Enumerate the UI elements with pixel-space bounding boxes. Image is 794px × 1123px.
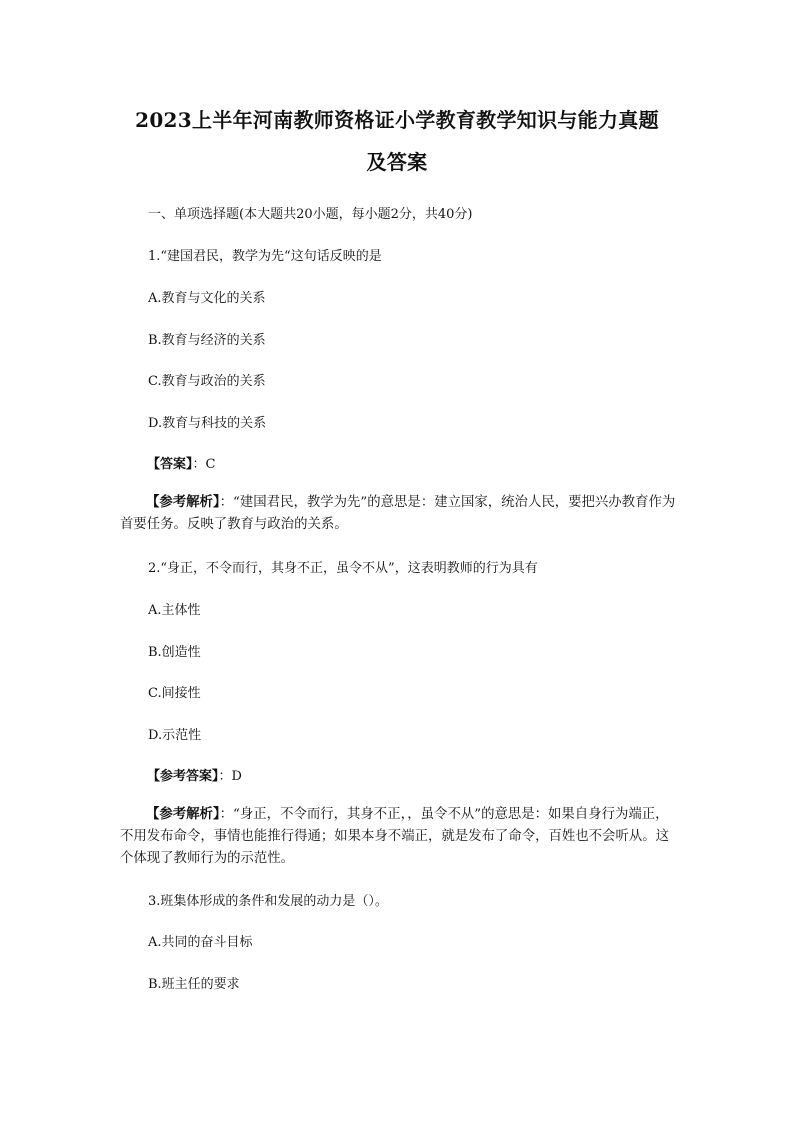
- question-3-stem: 3.班集体形成的条件和发展的动力是（）。: [148, 894, 388, 909]
- question-2-answer: [147, 765, 242, 784]
- question-3-option-b: B.班主任的要求: [148, 977, 240, 992]
- question-1-option-d: D.教育与科技的关系: [148, 416, 267, 431]
- question-2-analysis-text: ：“身正，不令而行，其身不正，，虽令不从”的意思是：如果自身行为端正，不用发布命令，事情也能推行得通；如果本身不端正，就是发布了命令，百姓也不会听从。这个体现了教师行为的示范性。: [120, 807, 670, 866]
- question-1-answer-label: 【答案】: [147, 457, 193, 472]
- question-1-option-b: B.教育与经济的关系: [148, 333, 266, 348]
- section-heading: 一、单项选择题(本大题共20小题，每小题2分，共40分): [148, 207, 473, 222]
- question-1-option-a: A.教育与文化的关系: [148, 291, 266, 306]
- question-2-option-a: A.主体性: [148, 603, 201, 618]
- document-title-line-2: 及答案: [366, 150, 428, 174]
- question-2-option-c: C.间接性: [148, 686, 201, 701]
- question-2-analysis: [120, 803, 680, 870]
- question-1-answer: [147, 453, 215, 472]
- question-2-option-d: D.示范性: [148, 728, 202, 743]
- question-1-answer-value: ：C: [192, 457, 216, 472]
- question-1-analysis-text: ：“建国君民，教学为先”的意思是：建立国家，统治人民，要把兴办教育作为首要任务。反映了教育与政治的关系。: [120, 495, 676, 532]
- question-1-analysis-label: 【参考解析】: [146, 494, 220, 510]
- question-1-analysis: [120, 491, 680, 536]
- question-1-stem: 1.“建国君民，教学为先“这句话反映的是: [148, 249, 382, 264]
- question-2-analysis-label: 【参考解析】: [146, 806, 220, 822]
- question-2-answer-value: ：D: [218, 769, 242, 784]
- question-2-stem: 2.“身正，不令而行，其身不正，虽令不从”，这表明教师的行为具有: [148, 561, 538, 576]
- question-2-answer-label: 【参考答案】: [147, 769, 219, 784]
- document-title-line-1: 2023上半年河南教师资格证小学教育教学知识与能力真题: [135, 108, 659, 132]
- question-2-option-b: B.创造性: [148, 645, 201, 660]
- question-3-option-a: A.共同的奋斗目标: [148, 935, 253, 950]
- question-1-option-c: C.教育与政治的关系: [148, 374, 266, 389]
